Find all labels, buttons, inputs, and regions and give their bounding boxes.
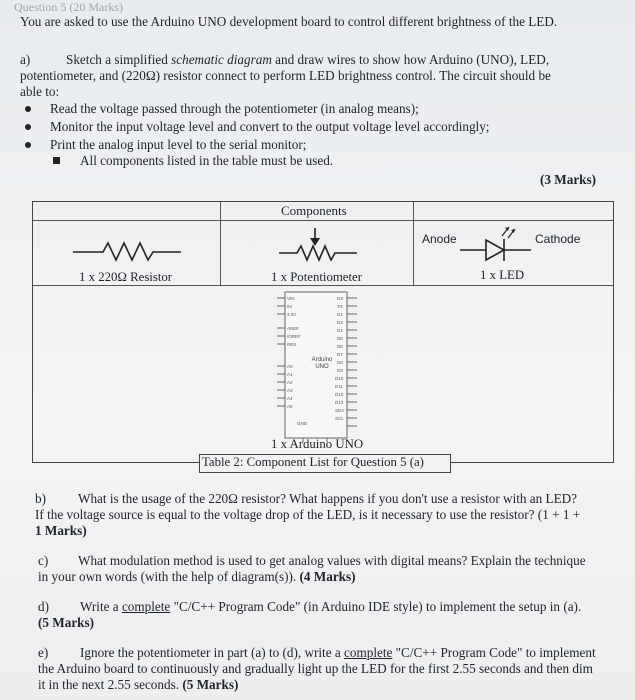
svg-text:D8: D8 xyxy=(337,360,343,365)
svg-text:SDA: SDA xyxy=(335,408,345,413)
led-anode-label: Anode xyxy=(422,232,457,246)
question-header: Question 5 (20 Marks) xyxy=(14,0,123,14)
svg-text:D11: D11 xyxy=(335,384,343,389)
part-e-line1: Ignore the potentiometer in part (a) to (d), write a complete "C/C++ Program Code" to implement xyxy=(80,645,596,660)
table-divider xyxy=(220,202,221,285)
part-a-label: a) xyxy=(20,52,31,67)
svg-text:D4: D4 xyxy=(337,328,343,333)
part-e-line3: it in the next 2.55 seconds. (5 Marks) xyxy=(38,677,239,692)
components-table xyxy=(32,201,614,463)
resistor-label: 1 x 220Ω Resistor xyxy=(79,270,173,284)
svg-text:A0: A0 xyxy=(287,364,293,369)
svg-text:A1: A1 xyxy=(287,372,293,377)
arduino-board-text: Arduino UNO xyxy=(311,357,333,370)
bullet-icon xyxy=(25,106,31,112)
led-cathode-label: Cathode xyxy=(535,232,581,246)
svg-text:D2: D2 xyxy=(337,312,343,317)
part-b-label: b) xyxy=(35,491,46,506)
square-item: All components listed in the table must be used. xyxy=(80,153,334,168)
svg-text:A2: A2 xyxy=(287,380,293,385)
svg-text:D5: D5 xyxy=(337,336,343,341)
svg-text:TX: TX xyxy=(337,304,343,309)
potentiometer-icon xyxy=(277,226,359,264)
part-d-line1: Write a complete "C/C++ Program Code" (in Arduino IDE style) to implement the setup in (a). xyxy=(80,599,582,614)
svg-text:5V: 5V xyxy=(287,304,293,309)
part-a-line3: able to: xyxy=(20,84,60,99)
svg-text:GND: GND xyxy=(297,421,307,426)
table-divider xyxy=(33,220,613,221)
svg-text:D7: D7 xyxy=(337,352,343,357)
intro-text: You are asked to use the Arduino UNO development board to control different brightness of the LED. xyxy=(20,14,558,29)
led-label: 1 x LED xyxy=(480,268,525,282)
svg-text:IOREF: IOREF xyxy=(287,334,301,339)
svg-text:RES: RES xyxy=(287,342,297,347)
square-bullet-icon xyxy=(53,157,60,164)
bullet-item-1: Read the voltage passed through the potentiometer (in analog means); xyxy=(50,101,419,116)
svg-text:A3: A3 xyxy=(287,388,293,393)
part-a-line2: potentiometer, and (220Ω) resistor connect to perform LED brightness control. The circuit should be xyxy=(20,68,551,83)
table-header: Components xyxy=(281,203,347,218)
svg-text:A4: A4 xyxy=(287,396,293,401)
svg-text:3.3V: 3.3V xyxy=(287,312,297,317)
svg-text:D13: D13 xyxy=(335,400,344,405)
part-a-line1: Sketch a simplified schematic diagram and draw wires to show how Arduino (UNO), LED, xyxy=(66,52,550,67)
svg-text:VIN: VIN xyxy=(287,296,295,301)
svg-text:D6: D6 xyxy=(337,344,343,349)
svg-text:AREF: AREF xyxy=(287,326,300,331)
part-c-line1: What modulation method is used to get analog values with digital means? Explain the technique xyxy=(78,553,586,568)
led-icon xyxy=(458,224,533,262)
svg-text:D12: D12 xyxy=(335,392,344,397)
part-d-marks: (5 Marks) xyxy=(38,615,95,630)
part-b-line3: 1 Marks) xyxy=(35,523,87,538)
svg-text:RX: RX xyxy=(337,296,344,301)
svg-text:SCL: SCL xyxy=(335,416,344,421)
svg-text:D10: D10 xyxy=(335,376,344,381)
bullet-item-2: Monitor the input voltage level and convert to the output voltage level accordingly; xyxy=(50,119,490,134)
bullet-icon xyxy=(25,124,31,130)
bullet-item-3: Print the analog input level to the serial monitor; xyxy=(50,137,307,152)
part-d-label: d) xyxy=(38,599,49,614)
svg-text:D3: D3 xyxy=(337,320,343,325)
table-caption: Table 2: Component List for Question 5 (a) xyxy=(202,455,424,469)
table-divider xyxy=(33,285,613,286)
potentiometer-label: 1 x Potentiometer xyxy=(271,270,362,284)
part-c-label: c) xyxy=(38,553,49,568)
part-e-label: e) xyxy=(38,645,49,660)
part-c-line2: in your own words (with the help of diagram(s)). (4 Marks) xyxy=(38,569,356,584)
svg-text:A5: A5 xyxy=(287,404,293,409)
svg-text:D9: D9 xyxy=(337,368,343,373)
part-e-line2: the Arduino board to continuously and gradually light up the LED for the first 2.55 seconds and then dim xyxy=(38,661,593,676)
part-b-line1: What is the usage of the 220Ω resistor? What happens if you don't use a resistor with an LED? xyxy=(78,491,578,506)
part-a-marks: (3 Marks) xyxy=(540,172,597,187)
arduino-label: 1 x Arduino UNO xyxy=(271,437,364,451)
resistor-icon xyxy=(71,240,183,262)
part-b-line2: If the voltage source is equal to the voltage drop of the LED, is it necessary to use the resistor? (1 + 1 + xyxy=(35,507,581,522)
table-divider xyxy=(413,202,414,285)
bullet-icon xyxy=(25,142,31,148)
